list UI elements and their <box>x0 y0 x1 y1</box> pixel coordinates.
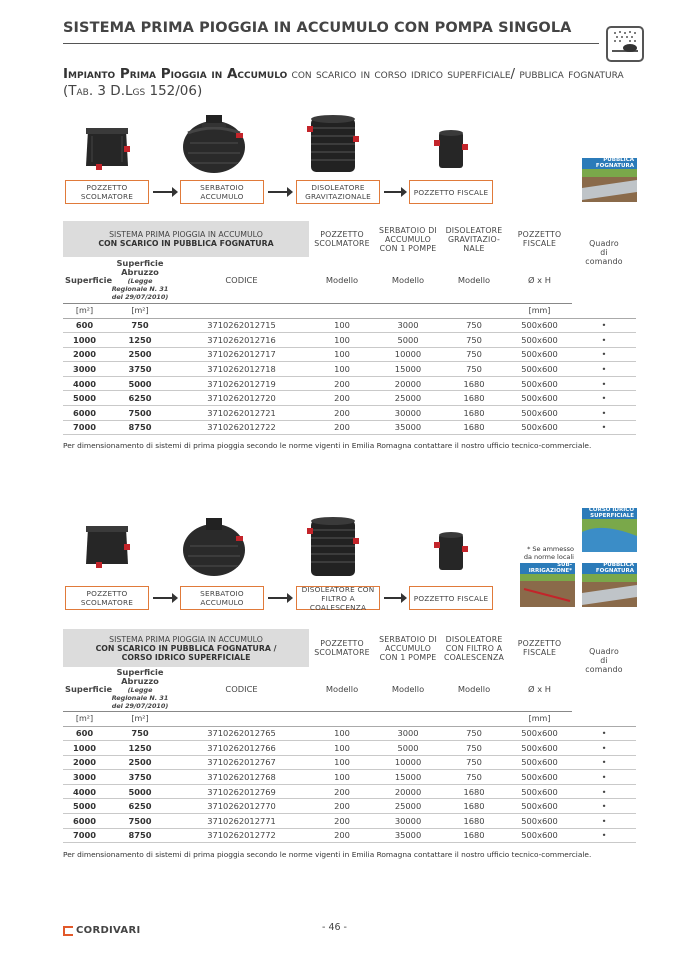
cell-ser: 25000 <box>375 391 441 406</box>
col-pozzetto-scolmatore: POZZETTO SCOLMATORE <box>314 230 370 248</box>
pozzetto-scolmatore-image <box>82 520 132 570</box>
cell-fis: 500x600 <box>507 420 572 435</box>
cell-cod: 3710262012716 <box>174 333 309 348</box>
cell-fis: 500x600 <box>507 318 572 333</box>
cell-poz: 100 <box>309 755 375 770</box>
cell-sup: 2000 <box>63 347 106 362</box>
disoleatore-coalescenza-image <box>305 516 361 578</box>
modello-label: Modello <box>309 667 375 711</box>
pozzetto-fiscale-image <box>433 128 469 170</box>
tile-pubblica-fognatura: PUBBLICA FOGNATURA <box>582 563 637 607</box>
unit-m2: [m²] <box>63 711 106 726</box>
cell-sup: 6000 <box>63 814 106 829</box>
cell-ser: 25000 <box>375 799 441 814</box>
superficie-label: Superficie <box>63 667 106 711</box>
cell-abr: 1250 <box>106 741 174 756</box>
cell-dis: 1680 <box>441 814 507 829</box>
cell-sup: 5000 <box>63 391 106 406</box>
spec-table-2 <box>63 629 636 843</box>
cell-q: • <box>572 814 636 829</box>
cell-ser: 5000 <box>375 333 441 348</box>
table-row <box>63 814 636 829</box>
flow-serbatoio-accumulo: SERBATOIO ACCUMULO <box>180 586 264 610</box>
cell-poz: 200 <box>309 799 375 814</box>
unit-mm: [mm] <box>507 303 572 318</box>
cell-poz: 200 <box>309 406 375 421</box>
flow-pozzetto-fiscale: POZZETTO FISCALE <box>409 180 493 204</box>
cell-poz: 200 <box>309 376 375 391</box>
cell-fis: 500x600 <box>507 376 572 391</box>
col-quadro: Quadro di comando <box>585 646 623 674</box>
cell-fis: 500x600 <box>507 391 572 406</box>
cell-ser: 10000 <box>375 347 441 362</box>
col-serbatoio: SERBATOIO DI ACCUMULO CON 1 POMPE <box>379 225 437 253</box>
flow-arrow <box>153 191 173 193</box>
flow-arrow <box>153 597 173 599</box>
cell-ser: 10000 <box>375 755 441 770</box>
codice-label: CODICE <box>174 667 309 711</box>
cell-dis: 1680 <box>441 420 507 435</box>
table-row <box>63 391 636 406</box>
cell-dis: 750 <box>441 741 507 756</box>
spec-table-1 <box>63 221 636 435</box>
col-quadro: Quadro di comando <box>585 238 623 266</box>
cell-ser: 30000 <box>375 406 441 421</box>
disoleatore-gravitazionale-image <box>305 114 361 174</box>
cell-sup: 1000 <box>63 333 106 348</box>
cell-abr: 5000 <box>106 784 174 799</box>
modello-label: Modello <box>375 257 441 303</box>
cell-ser: 3000 <box>375 318 441 333</box>
table-row <box>63 755 636 770</box>
cell-poz: 100 <box>309 318 375 333</box>
cell-q: • <box>572 420 636 435</box>
cell-cod: 3710262012771 <box>174 814 309 829</box>
cell-poz: 100 <box>309 741 375 756</box>
cell-poz: 100 <box>309 347 375 362</box>
cell-sup: 3000 <box>63 770 106 785</box>
pozzetto-fiscale-image <box>433 530 469 572</box>
table-row <box>63 784 636 799</box>
cell-abr: 6250 <box>106 799 174 814</box>
cell-cod: 3710262012722 <box>174 420 309 435</box>
cell-q: • <box>572 770 636 785</box>
unit-m2: [m²] <box>106 303 174 318</box>
oxh-label: Ø x H <box>507 667 572 711</box>
cell-ser: 5000 <box>375 741 441 756</box>
unit-m2: [m²] <box>63 303 106 318</box>
cell-ser: 35000 <box>375 828 441 843</box>
cell-abr: 2500 <box>106 347 174 362</box>
unit-m2: [m²] <box>106 711 174 726</box>
cell-poz: 200 <box>309 814 375 829</box>
cell-ser: 30000 <box>375 814 441 829</box>
cell-q: • <box>572 333 636 348</box>
flow-pozzetto-scolmatore: POZZETTO SCOLMATORE <box>65 586 149 610</box>
cell-fis: 500x600 <box>507 828 572 843</box>
col-serbatoio: SERBATOIO DI ACCUMULO CON 1 POMPE <box>379 634 437 662</box>
flow-arrow <box>268 597 288 599</box>
page-number: - 46 - <box>322 922 347 933</box>
cell-fis: 500x600 <box>507 799 572 814</box>
table-row <box>63 376 636 391</box>
cell-cod: 3710262012766 <box>174 741 309 756</box>
cell-abr: 2500 <box>106 755 174 770</box>
cell-dis: 750 <box>441 755 507 770</box>
cell-dis: 1680 <box>441 784 507 799</box>
cell-cod: 3710262012721 <box>174 406 309 421</box>
unit-mm: [mm] <box>507 711 572 726</box>
oxh-label: Ø x H <box>507 257 572 303</box>
col-pozzetto-fiscale: POZZETTO FISCALE <box>517 230 562 248</box>
cell-poz: 100 <box>309 770 375 785</box>
cell-cod: 3710262012765 <box>174 726 309 741</box>
cell-dis: 750 <box>441 333 507 348</box>
cell-poz: 100 <box>309 726 375 741</box>
side-note: * Se ammesso da norme locali <box>523 545 574 561</box>
cell-q: • <box>572 755 636 770</box>
system-header: SISTEMA PRIMA PIOGGIA IN ACCUMULO CON SCARICO IN PUBBLICA FOGNATURA <box>63 221 309 257</box>
cell-abr: 750 <box>106 318 174 333</box>
serbatoio-accumulo-image <box>180 113 248 177</box>
cell-poz: 200 <box>309 391 375 406</box>
cell-sup: 600 <box>63 318 106 333</box>
rain-tank-icon <box>606 26 644 62</box>
codice-label: CODICE <box>174 257 309 303</box>
cell-sup: 2000 <box>63 755 106 770</box>
cell-ser: 15000 <box>375 770 441 785</box>
cell-cod: 3710262012772 <box>174 828 309 843</box>
modello-label: Modello <box>441 257 507 303</box>
cell-q: • <box>572 376 636 391</box>
cell-abr: 5000 <box>106 376 174 391</box>
table-row <box>63 770 636 785</box>
cell-fis: 500x600 <box>507 362 572 377</box>
footnote-1: Per dimensionamento di sistemi di prima pioggia secondo le norme vigenti in Emilia Romagna contattare il nostro ufficio tecnico-commerciale. <box>63 441 592 450</box>
cell-cod: 3710262012769 <box>174 784 309 799</box>
cell-q: • <box>572 799 636 814</box>
cell-fis: 500x600 <box>507 333 572 348</box>
flow-serbatoio-accumulo: SERBATOIO ACCUMULO <box>180 180 264 204</box>
cell-sup: 5000 <box>63 799 106 814</box>
cell-sup: 1000 <box>63 741 106 756</box>
cell-fis: 500x600 <box>507 347 572 362</box>
cell-cod: 3710262012767 <box>174 755 309 770</box>
cell-fis: 500x600 <box>507 755 572 770</box>
cell-abr: 6250 <box>106 391 174 406</box>
serbatoio-accumulo-image <box>180 516 248 580</box>
modello-label: Modello <box>441 667 507 711</box>
cell-dis: 750 <box>441 347 507 362</box>
title-rule <box>63 43 599 44</box>
tile-pubblica-fognatura: PUBBLICA FOGNATURA <box>582 158 637 202</box>
flow-pozzetto-scolmatore: POZZETTO SCOLMATORE <box>65 180 149 204</box>
cell-abr: 8750 <box>106 828 174 843</box>
table-row <box>63 347 636 362</box>
cell-abr: 7500 <box>106 814 174 829</box>
cell-cod: 3710262012719 <box>174 376 309 391</box>
table-row <box>63 333 636 348</box>
cell-sup: 3000 <box>63 362 106 377</box>
cell-cod: 3710262012720 <box>174 391 309 406</box>
col-pozzetto-scolmatore: POZZETTO SCOLMATORE <box>314 639 370 657</box>
cell-fis: 500x600 <box>507 406 572 421</box>
subtitle-bold: Impianto Prima Pioggia in Accumulo <box>63 66 288 82</box>
cell-dis: 1680 <box>441 406 507 421</box>
cell-sup: 4000 <box>63 376 106 391</box>
cell-cod: 3710262012768 <box>174 770 309 785</box>
cell-fis: 500x600 <box>507 770 572 785</box>
cell-poz: 200 <box>309 420 375 435</box>
cell-q: • <box>572 406 636 421</box>
flow-disoleatore: DISOLEATORE CON FILTRO A COALESCENZA <box>296 586 380 610</box>
table-row <box>63 741 636 756</box>
cell-fis: 500x600 <box>507 784 572 799</box>
cell-abr: 8750 <box>106 420 174 435</box>
cell-sup: 600 <box>63 726 106 741</box>
table-row <box>63 828 636 843</box>
modello-label: Modello <box>375 667 441 711</box>
cell-dis: 750 <box>441 318 507 333</box>
flow-disoleatore: DISOLEATORE GRAVITAZIONALE <box>296 180 380 204</box>
cell-poz: 200 <box>309 828 375 843</box>
page-title: SISTEMA PRIMA PIOGGIA IN ACCUMULO CON POMPA SINGOLA <box>63 20 572 36</box>
table-row <box>63 362 636 377</box>
cell-cod: 3710262012770 <box>174 799 309 814</box>
cell-q: • <box>572 362 636 377</box>
cell-q: • <box>572 318 636 333</box>
cell-dis: 1680 <box>441 391 507 406</box>
col-disoleatore: DISOLEATORE GRAVITAZIO- NALE <box>445 225 503 253</box>
cell-fis: 500x600 <box>507 741 572 756</box>
cell-ser: 15000 <box>375 362 441 377</box>
cell-abr: 7500 <box>106 406 174 421</box>
cell-poz: 100 <box>309 333 375 348</box>
table-row <box>63 420 636 435</box>
cell-abr: 3750 <box>106 362 174 377</box>
col-disoleatore: DISOLEATORE CON FILTRO A COALESCENZA <box>443 634 505 662</box>
flow-arrow <box>268 191 288 193</box>
logo-mark-icon <box>63 926 73 936</box>
superficie-label: Superficie <box>63 257 106 303</box>
cell-q: • <box>572 741 636 756</box>
cell-poz: 200 <box>309 784 375 799</box>
cordivari-logo: CORDIVARI <box>63 925 140 936</box>
cell-abr: 3750 <box>106 770 174 785</box>
cell-sup: 6000 <box>63 406 106 421</box>
table-row <box>63 726 636 741</box>
system-header: SISTEMA PRIMA PIOGGIA IN ACCUMULO CON SCARICO IN PUBBLICA FOGNATURA / CORSO IDRICO SUPERFICIALE <box>63 629 309 667</box>
cell-cod: 3710262012715 <box>174 318 309 333</box>
cell-abr: 1250 <box>106 333 174 348</box>
flow-pozzetto-fiscale: POZZETTO FISCALE <box>409 586 493 610</box>
cell-ser: 20000 <box>375 376 441 391</box>
cell-sup: 4000 <box>63 784 106 799</box>
cell-cod: 3710262012717 <box>174 347 309 362</box>
cell-q: • <box>572 726 636 741</box>
cell-dis: 1680 <box>441 828 507 843</box>
cell-ser: 3000 <box>375 726 441 741</box>
cell-q: • <box>572 784 636 799</box>
pozzetto-scolmatore-image <box>82 122 132 172</box>
cell-dis: 1680 <box>441 799 507 814</box>
table-row <box>63 318 636 333</box>
cell-dis: 750 <box>441 726 507 741</box>
cell-q: • <box>572 391 636 406</box>
table-row <box>63 799 636 814</box>
tile-corso-idrico: CORSO IDRICO SUPERFICIALE <box>582 508 637 552</box>
col-pozzetto-fiscale: POZZETTO FISCALE <box>517 639 562 657</box>
cell-abr: 750 <box>106 726 174 741</box>
cell-dis: 750 <box>441 770 507 785</box>
cell-dis: 750 <box>441 362 507 377</box>
subtitle-rest: con scarico in corso idrico superficiale/ pubblica fognatura (Tab. 3 D.Lgs 152/06) <box>63 66 624 99</box>
cell-ser: 20000 <box>375 784 441 799</box>
cell-ser: 35000 <box>375 420 441 435</box>
tile-sub-irrigazione: SUB- IRRIGAZIONE* <box>520 563 575 607</box>
cell-fis: 500x600 <box>507 814 572 829</box>
cell-q: • <box>572 347 636 362</box>
cell-q: • <box>572 828 636 843</box>
cell-poz: 100 <box>309 362 375 377</box>
superficie-abruzzo-label: Superficie Abruzzo (Legge Regionale N. 31 del 29/07/2010) <box>106 667 174 711</box>
modello-label: Modello <box>309 257 375 303</box>
superficie-abruzzo-label: Superficie Abruzzo (Legge Regionale N. 31 del 29/07/2010) <box>106 257 174 303</box>
cell-dis: 1680 <box>441 376 507 391</box>
flow-arrow <box>384 597 402 599</box>
table-row <box>63 406 636 421</box>
cell-fis: 500x600 <box>507 726 572 741</box>
footnote-2: Per dimensionamento di sistemi di prima pioggia secondo le norme vigenti in Emilia Romagna contattare il nostro ufficio tecnico-commerciale. <box>63 850 592 859</box>
cell-sup: 7000 <box>63 828 106 843</box>
cell-cod: 3710262012718 <box>174 362 309 377</box>
section-subtitle <box>63 66 653 100</box>
cell-sup: 7000 <box>63 420 106 435</box>
flow-arrow <box>384 191 402 193</box>
